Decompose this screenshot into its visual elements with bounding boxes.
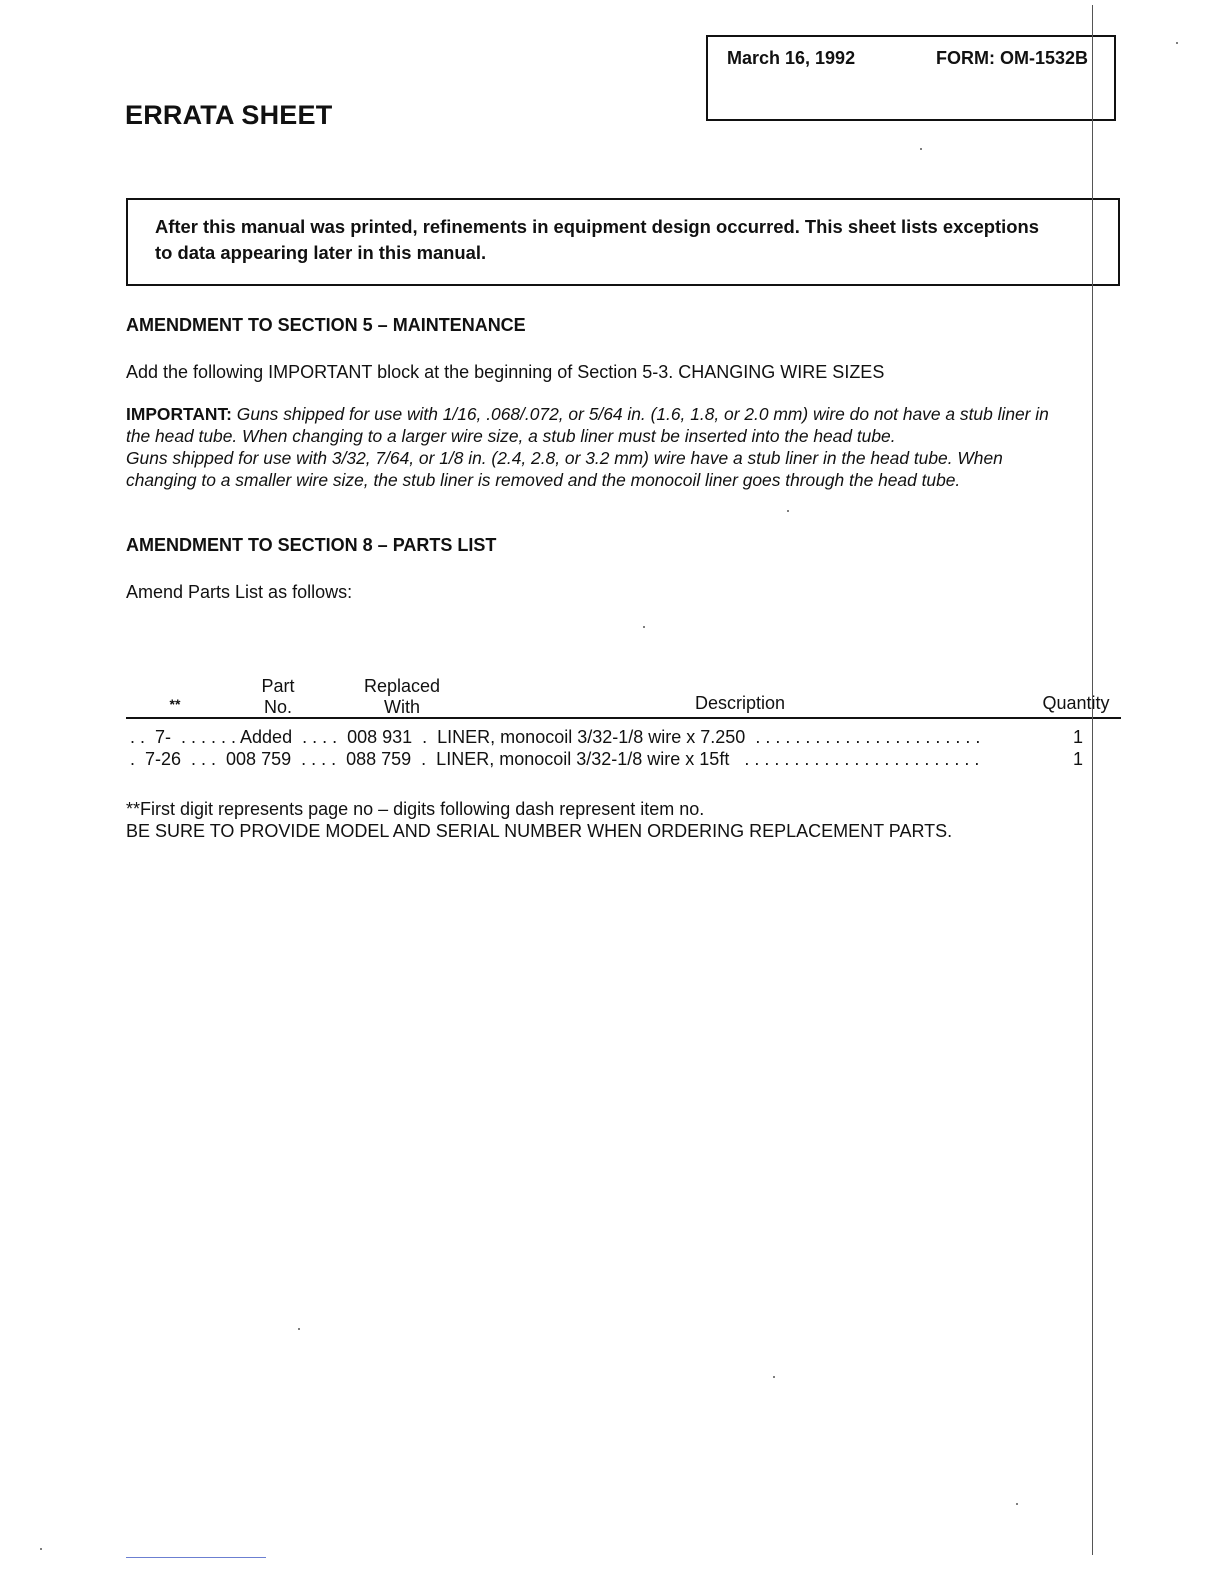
scan-speck xyxy=(298,1328,300,1330)
column-header-description: Description xyxy=(694,693,786,713)
column-header-quantity: Quantity xyxy=(1042,693,1110,713)
footnote-line-1: **First digit represents page no – digits following dash represent item no. xyxy=(126,799,705,819)
page-title: ERRATA SHEET xyxy=(125,100,333,130)
table-row: . . 7- . . . . . . Added . . . . 008 931 . LINER, monocoil 3/32-1/8 wire x 7.250 . . . . . . . . . . . . . . . . . . . . . . . xyxy=(130,727,981,747)
scan-speck xyxy=(40,1548,42,1550)
important-line-2: the head tube. When changing to a larger wire size, a stub liner must be inserted into the head tube. xyxy=(126,426,896,446)
footnote-line-2: BE SURE TO PROVIDE MODEL AND SERIAL NUMBER WHEN ORDERING REPLACEMENT PARTS. xyxy=(126,821,953,841)
scan-speck xyxy=(920,148,922,150)
important-line-3: Guns shipped for use with 3/32, 7/64, or 1/8 in. (2.4, 2.8, or 3.2 mm) wire have a stub liner in the head tube. When xyxy=(126,448,1003,468)
column-header-item: ** xyxy=(169,696,181,712)
document-date: March 16, 1992 xyxy=(727,48,856,68)
important-line-4: changing to a smaller wire size, the stub liner is removed and the monocoil liner goes through the head tube. xyxy=(126,470,961,490)
column-header-part-no-line-1: Part xyxy=(261,676,295,696)
notice-line-2: to data appearing later in this manual. xyxy=(155,242,487,263)
column-header-part-no-line-2: No. xyxy=(263,697,292,717)
notice-box xyxy=(126,198,1120,286)
form-number: FORM: OM-1532B xyxy=(936,48,1089,68)
scan-speck xyxy=(643,626,645,628)
important-line-1: Guns shipped for use with 1/16, .068/.072, or 5/64 in. (1.6, 1.8, or 2.0 mm) wire do not have a stub liner in xyxy=(236,404,1049,424)
column-header-replaced-line-1: Replaced xyxy=(363,676,441,696)
section-5-heading: AMENDMENT TO SECTION 5 – MAINTENANCE xyxy=(126,315,526,335)
table-row-quantity: 1 xyxy=(1073,749,1084,769)
scan-speck xyxy=(1016,1503,1018,1505)
section-8-heading: AMENDMENT TO SECTION 8 – PARTS LIST xyxy=(126,535,497,555)
scan-speck xyxy=(787,510,789,512)
column-header-replaced-with xyxy=(350,676,454,718)
important-label: IMPORTANT: xyxy=(126,404,232,424)
scan-speck xyxy=(1176,42,1178,44)
footnote xyxy=(126,798,952,842)
table-row: . 7-26 . . . 008 759 . . . . 088 759 . LINER, monocoil 3/32-1/8 wire x 15ft . . . . . . . . . . . . . . . . . . . . . . . . xyxy=(130,749,980,769)
column-header-replaced-line-2: With xyxy=(384,697,420,717)
important-block xyxy=(126,403,1126,491)
scan-speck xyxy=(773,1376,775,1378)
section-8-intro: Amend Parts List as follows: xyxy=(126,582,353,602)
section-5-intro: Add the following IMPORTANT block at the beginning of Section 5-3. CHANGING WIRE SIZES xyxy=(126,362,885,382)
scan-bottom-line xyxy=(126,1557,266,1558)
scan-margin-line xyxy=(1092,5,1093,1555)
column-header-part-no xyxy=(238,676,318,718)
table-header-rule xyxy=(126,717,1121,719)
table-row-quantity: 1 xyxy=(1073,727,1084,747)
notice-line-1: After this manual was printed, refinements in equipment design occurred. This sheet lists exceptions xyxy=(155,216,1039,237)
